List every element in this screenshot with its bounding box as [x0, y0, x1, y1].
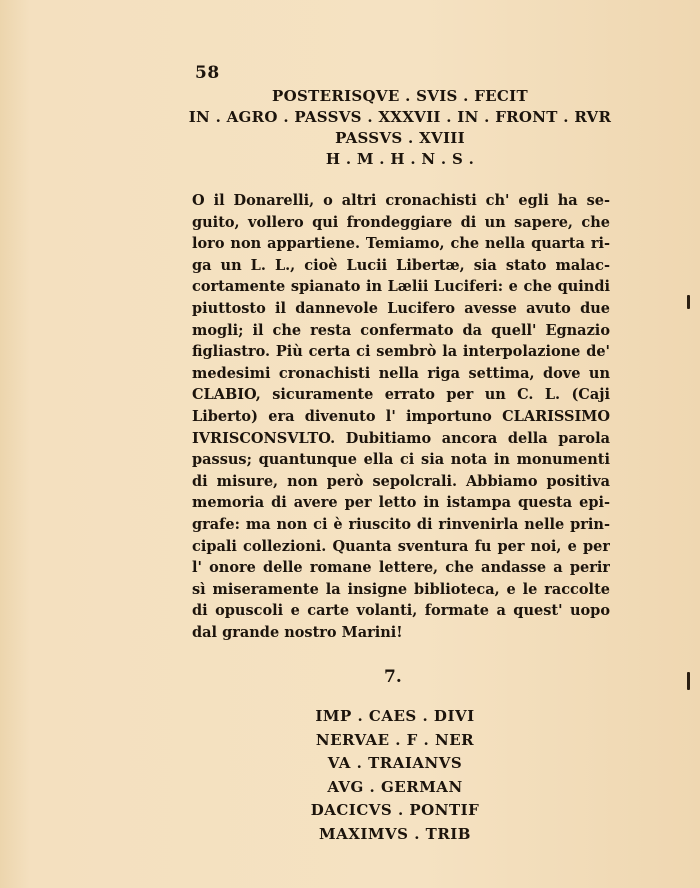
- text-line: Liberto) era divenuto l' importuno CLARISSIMO: [192, 407, 610, 425]
- text-line: loro non appartiene. Temiamo, che nella quarta ri-: [192, 235, 610, 253]
- inscription-line: VA . TRAIANVS: [327, 754, 463, 772]
- text-line: dal grande nostro Marini!: [192, 623, 403, 641]
- inscription-line: H . M . H . N . S .: [325, 150, 475, 168]
- text-line: CLABIO, sicuramente errato per un C. L. (Caji: [192, 386, 610, 404]
- text-line: grafe: ma non ci è riuscito di rinvenirla nelle prin-: [192, 515, 610, 533]
- text-line: ga un L. L., cioè Lucii Libertæ, sia stato malac-: [192, 256, 610, 274]
- inscription-bottom: [280, 705, 510, 846]
- inscription-line: DACICVS . PONTIF: [310, 801, 480, 819]
- text-line: passus; quantunque ella ci sia nota in monumenti: [192, 451, 610, 469]
- inscription-line: MAXIMVS . TRIB: [319, 824, 471, 843]
- text-line: guito, vollero qui frondeggiare di un sapere, che: [192, 213, 610, 231]
- text-line: mogli; il che resta confermato da quell' Egnazio: [192, 321, 610, 339]
- inscription-line: AVG . GERMAN: [327, 777, 463, 796]
- inscription-line: POSTERISQVE . SVIS . FECIT: [272, 87, 528, 105]
- text-line: memoria di avere per letto in istampa questa epi-: [192, 494, 610, 512]
- text-line: sì miseramente la insigne biblioteca, e le raccolte: [192, 580, 610, 598]
- text-line: IVRISCONSVLTO. Dubitiamo ancora della parola: [192, 429, 610, 447]
- inscription-line: NERVAE . F . NER: [315, 730, 475, 749]
- text-line: di misure, non però sepolcrali. Abbiamo positiva: [192, 472, 610, 490]
- text-line: di opuscoli e carte volanti, formate a quest' uopo: [192, 602, 610, 620]
- text-line: l' onore delle romane lettere, che andasse a perir: [192, 559, 610, 577]
- text-line: medesimi cronachisti nella riga settima, dove un: [192, 364, 610, 382]
- commentary-paragraph: [192, 190, 610, 643]
- inscription-line: IMP . CAES . DIVI: [315, 707, 475, 725]
- inscription-line: IN . AGRO . PASSVS . XXXVII . IN . FRONT . RVR: [188, 108, 612, 126]
- inscription-top: [180, 86, 620, 170]
- section-number: 7.: [384, 667, 402, 687]
- inscription-line: PASSVS . XVIII: [335, 129, 465, 147]
- text-line: cortamente spianato in Lælii Luciferi: e che quindi: [192, 278, 610, 296]
- page-edge-mark: [687, 672, 690, 690]
- text-line: cipali collezioni. Quanta sventura fu per noi, e per: [192, 537, 610, 555]
- text-line: O il Donarelli, o altri cronachisti ch' egli ha se-: [192, 192, 610, 209]
- page-edge-mark: [687, 295, 690, 309]
- text-line: figliastro. Più certa ci sembrò la interpolazione de': [192, 343, 610, 361]
- page-number: 58: [195, 63, 220, 83]
- text-line: piuttosto il dannevole Lucifero avesse avuto due: [192, 299, 610, 317]
